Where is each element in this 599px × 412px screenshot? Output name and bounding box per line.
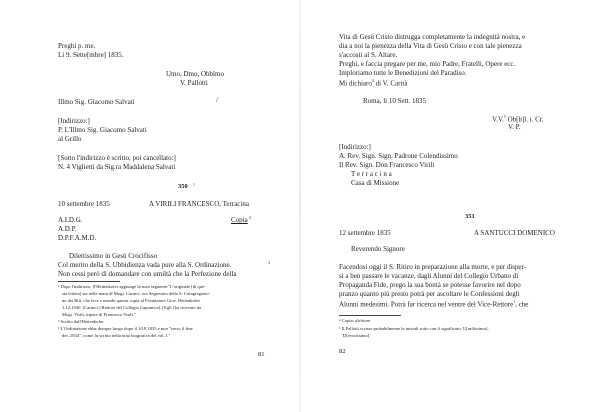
- footnote-rule: [339, 315, 401, 316]
- address-line-4: Casa di Missione: [351, 179, 400, 187]
- body-line-1: Vita di Gesù Cristo distrugga completamente la indegnità nostra, e: [339, 33, 526, 41]
- closing: V.V.$^5$ Ob[b]l. i. Cr.: [492, 114, 544, 124]
- slash-mark: /: [216, 96, 218, 104]
- abbrev-2: A.D.P.: [58, 225, 77, 233]
- letter-date: 12 settembre 1835: [339, 229, 391, 237]
- footnote-1-c: ne dei Riti, che fece e mandò questa copia al Postulatore Giov. Hettenkofer: [62, 298, 200, 303]
- salutation: Preghi p. me.: [58, 42, 96, 50]
- body-line-6: Mi dichiaro$^4$ di V. Carità: [339, 78, 408, 88]
- sup-5: 5: [503, 114, 506, 119]
- address-line-2: Il Rev. Sign. Don Francesco Virili: [339, 161, 435, 169]
- page-number: 81: [258, 351, 265, 358]
- footnote-1-b: sta lettera] sta nelle mani di Mogr. Carinci, ora Segretario della S. Coingregazio-: [62, 291, 211, 296]
- letter-recipient: A VIRILI FRANCESCO, Terracina: [149, 200, 249, 208]
- footnote-1-d: 1.12.1940. [Carinci:] Rettore del Collegio Capranica[.] Egli l'ha ricevuto da: [62, 305, 201, 310]
- footnote-5-b: D[evotissimo].: [343, 333, 371, 338]
- address-label: [Indirizzo:]: [339, 143, 371, 151]
- date-line: Li 9. Sette[mbre] 1835.: [58, 51, 124, 59]
- footnote-1-e: Mogr. Virili, nipote di Francesco Virili.": [62, 312, 136, 317]
- body-line-4: Preghi, e faccia pregare per me, mio Padre, Fratelli, Opere ecc.: [339, 60, 516, 68]
- abbrev-3: D.P.F.A.M.D.: [58, 234, 97, 242]
- letter-recipient: A SANTUCCI DOMENICO: [474, 229, 555, 237]
- abbrev-1: A.I.D.G.: [58, 216, 83, 224]
- note-open: [Sotto l'indirizzo è scritto, poi cancellato:]: [58, 154, 176, 162]
- letter-body-2: si a ben passare le vacanze, dagli Alunni del Collegio Urbano di: [339, 272, 519, 280]
- address-label: [Indirizzo:]: [58, 117, 90, 125]
- place-date: Roma, li 10 Sett. 1835: [363, 97, 426, 105]
- left-page: [0, 0, 299, 412]
- address-line-3: T e r r a c i n a: [351, 170, 392, 178]
- page-number: 82: [339, 348, 346, 355]
- body-sup-3: 3: [268, 260, 270, 265]
- letter-number: 350: [178, 183, 188, 190]
- body-line-5: Imploriamo tutte le Benedizioni del Paradiso.: [339, 69, 467, 77]
- footnote-5-a: ⁵ Il Pallotti scrisse probabilmente le iniziali sotto con il significato: U[milissimo],: [339, 326, 489, 331]
- body-line-1: Col merito della S. Ubbidienza vada pure alla S. Ordinazione.: [58, 261, 232, 269]
- body-line-3: s'accosti al S. Altare.: [339, 51, 398, 59]
- letter-date: 10 settembre 1835: [58, 200, 110, 208]
- signature: V. Pallotti: [180, 79, 208, 87]
- letter-body-4: pranzo quanto più presto potrà per ascoltare le Confessioni degli: [339, 290, 520, 298]
- footnote-2: ² Scritto dall'Hettenkofer.: [58, 319, 105, 324]
- signature: V. P.: [508, 123, 521, 131]
- body-line-2: dia a noi la pienezza della Vita di Gesù Cristo e con tale pienezza: [339, 42, 522, 50]
- copia-label: Copia: [231, 216, 248, 224]
- sup-4: 4: [371, 78, 374, 83]
- note-line: N. 4 Viglietti da Sig.ra Maddalena Salvati: [58, 163, 176, 171]
- letter-body-1: Facendosi oggi il S. Ritiro in preparazione alla morte, e per disper-: [339, 263, 527, 271]
- greeting: Reverendo Signore: [351, 245, 405, 253]
- letter-number: 351: [465, 213, 475, 220]
- addressee: Illmo Sig. Giacomo Salvati: [58, 98, 135, 106]
- closing: Umo, Dmo, Obblmo: [166, 70, 224, 78]
- letter-body-3: Propaganda Fide, prego la sua bontà se potesse favorire nel dopo: [339, 281, 521, 289]
- footnote-3-a: ³ L'Ordinazione ebbe dunque luogo dopo il 10.9.1835 e non "verso il fine: [58, 326, 193, 331]
- copia-sup: 2: [249, 215, 251, 220]
- sup-1: 1: [513, 299, 516, 304]
- right-page: [301, 0, 599, 412]
- greeting: Dilettissimo in Gesù Crocifisso: [69, 252, 158, 260]
- letter-number-sup: 1: [193, 182, 195, 187]
- footnote-1-a: ¹ Dopo l'indirizzo, [l'Hettenkofer aggiunge la nota seguente:"L'originale [di que-: [58, 284, 206, 289]
- footnote-rule: [58, 281, 120, 282]
- address-line-1: P. L'Illmo Sig. Giacomo Salvati: [58, 126, 147, 134]
- address-line-1: A. Rev. Sign. Sign. Padrone Colendissimo: [339, 152, 458, 160]
- address-line-2: al Grillo: [58, 135, 82, 143]
- footnote-3-b: del..1834", come fu scritto nella nota biografica del vol. I.": [62, 333, 171, 338]
- letter-body-5: Alunni medesimi. Potrà far ricerca nel ventre del Vice-Rettore$^1$, che: [339, 299, 529, 309]
- footnote-4: ⁴ Copia: dichiam: [339, 318, 370, 323]
- body-line-2: Non cessi però di domandare con umiltà che la Perfezione della: [58, 270, 237, 278]
